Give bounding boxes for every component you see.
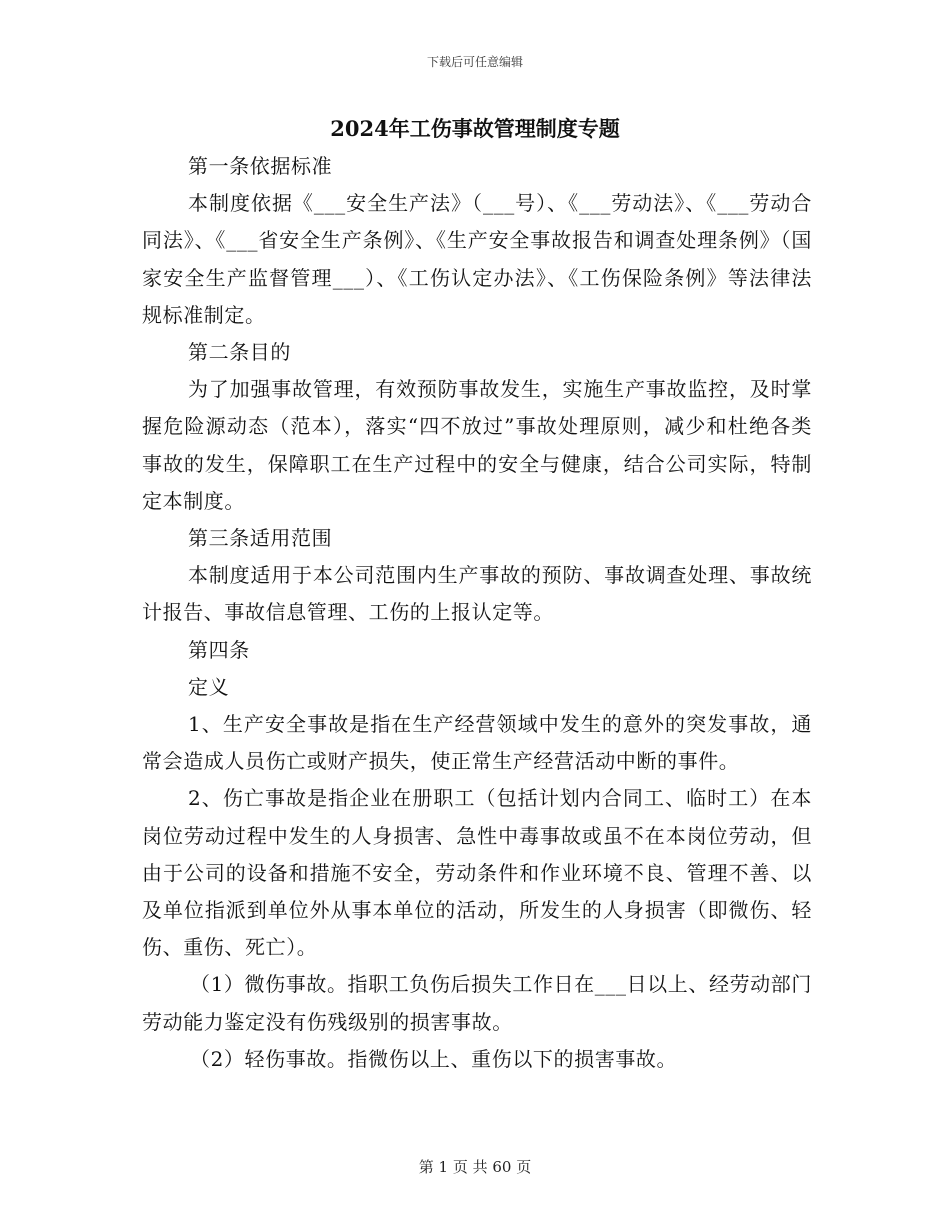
article-1-heading: 第一条依据标准 [188, 154, 333, 178]
definition-2: 2、伤亡事故是指企业在册职工（包括计划内合同工、临时工）在本岗位劳动过程中发生的人身损害、急性中毒事故或虽不在本岗位劳动，但由于公司的设备和措施不安全，劳动条件和作业环境不良、管理不善、以及单位指派到单位外从事本单位的活动，所发生的人身损害（即微伤、轻伤、重伤、死亡）。 [142, 786, 812, 960]
article-2-text: 为了加强事故管理，有效预防事故发生，实施生产事故监控，及时掌握危险源动态（范本），落实“四不放过”事故处理原则，减少和杜绝各类事故的发生，保障职工在生产过程中的安全与健康，结合公司实际，特制定本制度。 [142, 377, 812, 513]
article-4-heading: 第四条 [188, 637, 250, 662]
article-3-heading: 第三条适用范围 [188, 526, 333, 551]
document-title: 2024年工伤事故管理制度专题 [330, 116, 620, 141]
header-note: 下载后可任意编辑 [426, 55, 523, 69]
article-2-heading: 第二条目的 [188, 340, 291, 365]
definition-2-item-2: （2）轻伤事故。指微伤以上、重伤以下的损害事故。 [190, 1046, 678, 1071]
definition-1: 1、生产安全事故是指在生产经营领域中发生的意外的突发事故，通常会造成人员伤亡或财产损失，使正常生产经营活动中断的事件。 [142, 712, 812, 774]
page-footer: 第 1 页 共 60 页 [418, 1158, 532, 1176]
definition-2-item-1: （1）微伤事故。指职工负伤后损失工作日在___日以上、经劳动部门劳动能力鉴定没有伤残级别的损害事故。 [142, 972, 812, 1034]
article-1-text: 本制度依据《___安全生产法》（___号）、《___劳动法》、《___劳动合同法》、《___省安全生产条例》、《生产安全事故报告和调查处理条例》（国家安全生产监督管理___）、《工伤认定办法》、《工伤保险条例》等法律法规标准制定。 [142, 191, 812, 327]
article-4-subheading: 定义 [188, 674, 230, 699]
article-3-text: 本制度适用于本公司范围内生产事故的预防、事故调查处理、事故统计报告、事故信息管理、工伤的上报认定等。 [142, 563, 812, 625]
document-body [142, 148, 812, 1078]
